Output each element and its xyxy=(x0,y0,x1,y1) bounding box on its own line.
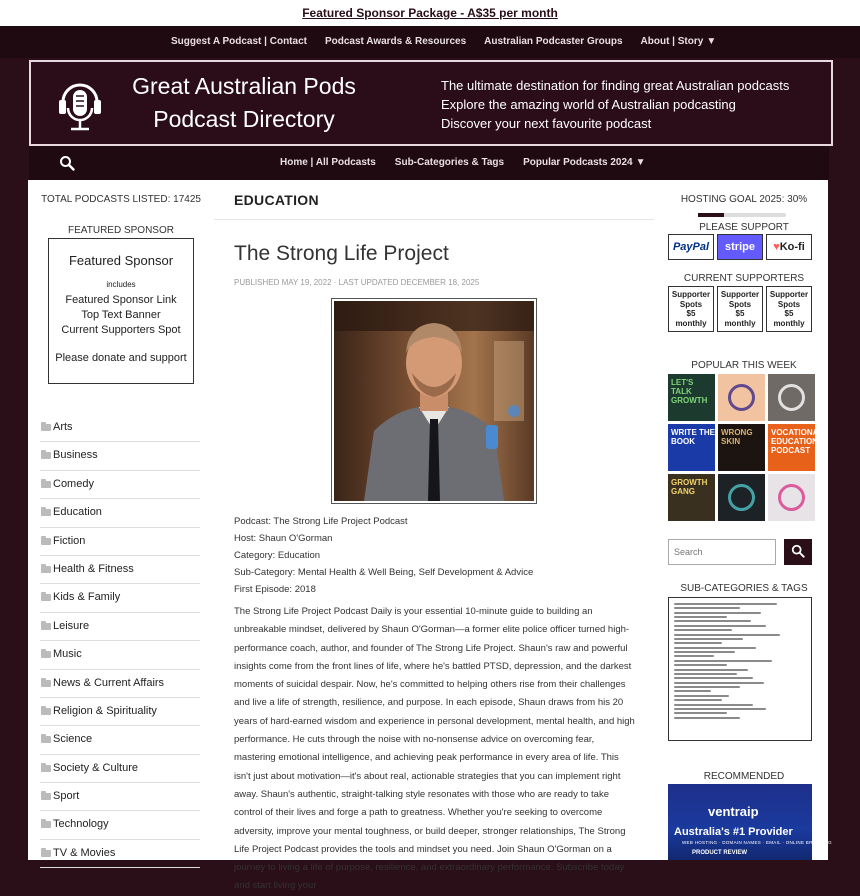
featured-line: Featured Sponsor Link xyxy=(65,294,177,306)
category-label: Comedy xyxy=(53,477,94,490)
tagline: The ultimate destination for finding great Australian podcasts xyxy=(441,78,790,93)
tag-line[interactable] xyxy=(674,612,761,614)
category-label: Arts xyxy=(53,421,73,433)
tagline: Explore the amazing world of Australian podcasting xyxy=(441,97,736,112)
tag-group xyxy=(674,660,806,666)
category-title: EDUCATION xyxy=(234,192,319,208)
category-item-kids-family[interactable] xyxy=(40,584,200,612)
podcast-info xyxy=(234,513,533,598)
nav-about-story[interactable] xyxy=(641,26,717,58)
tag-line[interactable] xyxy=(674,699,722,701)
folder-icon xyxy=(41,850,51,857)
chevron-down-icon: ▼ xyxy=(706,36,717,47)
coffee-cup-icon: ♥ xyxy=(773,241,780,253)
popular-tile-label: LET'S TALK GROWTH xyxy=(671,378,708,405)
popular-podcast-tile[interactable] xyxy=(668,424,715,471)
tag-group xyxy=(674,625,806,631)
category-label: Religion & Spirituality xyxy=(53,704,157,717)
popular-tile-label: VOCATIONAL EDUCATION PODCAST xyxy=(771,428,824,455)
podcast-artwork xyxy=(728,484,755,511)
category-label: Technology xyxy=(53,818,109,831)
secondary-nav xyxy=(29,146,829,180)
post-meta: PUBLISHED MAY 19, 2022 · LAST UPDATED DECEMBER 18, 2025 xyxy=(234,278,480,287)
category-label: Kids & Family xyxy=(53,591,121,604)
featured-sponsor-link[interactable]: Featured Sponsor Package - A$35 per month xyxy=(302,6,558,20)
featured-line: Top Text Banner xyxy=(81,309,161,321)
supporter-line: Spots xyxy=(679,299,703,309)
category-label: TV & Movies xyxy=(53,846,116,859)
tag-group xyxy=(674,634,806,644)
category-label: Education xyxy=(53,506,102,519)
tag-group xyxy=(674,647,806,657)
nav-popular-label: Popular Podcasts 2024 xyxy=(523,157,633,168)
folder-icon xyxy=(41,594,51,601)
featured-line: Current Supporters Spot xyxy=(61,324,181,336)
tag-line[interactable] xyxy=(674,634,780,636)
popular-this-week-heading: POPULAR THIS WEEK xyxy=(691,360,797,371)
tag-line[interactable] xyxy=(674,690,711,692)
search-icon[interactable] xyxy=(59,155,75,171)
ad-brand: ventraip xyxy=(708,804,759,819)
folder-icon xyxy=(41,509,51,516)
supporter-line: $5 xyxy=(784,309,794,318)
category-label: Leisure xyxy=(53,619,90,632)
kofi-button[interactable] xyxy=(766,234,812,260)
site-header xyxy=(29,60,833,146)
category-label: Science xyxy=(53,733,93,746)
category-item-comedy[interactable] xyxy=(40,471,200,499)
total-podcasts-count: TOTAL PODCASTS LISTED: 17425 xyxy=(41,194,201,205)
tag-line[interactable] xyxy=(674,638,743,640)
tag-line[interactable] xyxy=(674,616,727,618)
folder-icon xyxy=(41,566,51,573)
podcast-artwork xyxy=(778,484,805,511)
supporter-line: Spots xyxy=(777,299,801,309)
page-content xyxy=(28,180,832,892)
kofi-label: Ko-fi xyxy=(779,241,805,253)
tag-line[interactable] xyxy=(674,664,727,666)
tag-line[interactable] xyxy=(674,620,751,622)
paypal-button[interactable]: PayPal xyxy=(668,234,714,260)
supporter-line: monthly xyxy=(724,318,756,328)
tag-line[interactable] xyxy=(674,717,740,719)
site-title[interactable] xyxy=(126,70,362,136)
tag-line[interactable] xyxy=(674,642,722,644)
featured-sponsor-title: Featured Sponsor xyxy=(68,253,174,268)
featured-includes: includes xyxy=(106,280,136,289)
category-label: Health & Fitness xyxy=(53,562,134,575)
folder-icon xyxy=(41,765,51,772)
tag-line[interactable] xyxy=(674,625,766,627)
folder-icon xyxy=(41,452,51,459)
category-item-tv-movies[interactable] xyxy=(40,840,200,868)
featured-sponsor-heading: FEATURED SPONSOR xyxy=(68,225,174,236)
supporter-line: Supporter xyxy=(720,290,760,299)
category-label: News & Current Affairs xyxy=(53,676,165,689)
recommended-heading: RECOMMENDED xyxy=(703,771,785,782)
popular-podcast-tile[interactable] xyxy=(668,374,715,421)
popular-podcasts-grid xyxy=(668,374,824,524)
nav-home-all-podcasts[interactable]: Home | All Podcasts xyxy=(280,157,376,168)
nav-popular-2024[interactable] xyxy=(523,146,645,180)
category-item-sport[interactable] xyxy=(40,783,200,811)
supporter-line: monthly xyxy=(675,318,707,328)
tag-line[interactable] xyxy=(674,655,714,657)
main-nav xyxy=(0,26,860,58)
tag-group xyxy=(674,612,806,622)
nav-subcategories-tags[interactable]: Sub-Categories & Tags xyxy=(394,157,505,168)
folder-icon xyxy=(41,424,51,431)
hosting-goal-fill xyxy=(698,213,724,217)
popular-podcast-tile[interactable] xyxy=(768,374,815,421)
folder-icon xyxy=(41,651,51,658)
podcast-microphone-icon[interactable] xyxy=(57,76,103,132)
category-item-leisure[interactable] xyxy=(40,613,200,641)
top-sponsor-bar xyxy=(0,0,860,26)
podcast-artwork xyxy=(728,384,755,411)
tag-line[interactable] xyxy=(674,651,735,653)
popular-podcast-tile[interactable] xyxy=(718,424,765,471)
folder-icon xyxy=(41,793,51,800)
category-item-science[interactable] xyxy=(40,726,200,754)
tag-line[interactable] xyxy=(674,647,756,649)
tag-line[interactable] xyxy=(674,629,732,631)
tag-line[interactable] xyxy=(674,712,727,714)
recommended-ad[interactable] xyxy=(668,784,832,860)
category-item-health-fitness[interactable] xyxy=(40,556,200,584)
popular-tile-label: WRITE THE BOOK xyxy=(671,428,715,446)
folder-icon xyxy=(41,708,51,715)
tag-group xyxy=(674,603,806,609)
featured-donate: Please donate and support xyxy=(55,352,187,364)
podcast-artwork xyxy=(778,384,805,411)
tag-line[interactable] xyxy=(674,695,729,697)
nav-about-label: About | Story xyxy=(640,36,704,47)
tag-line[interactable] xyxy=(674,607,740,609)
header-taglines xyxy=(441,76,789,133)
tag-line[interactable] xyxy=(674,603,777,605)
info-podcast: Podcast: The Strong Life Project Podcast xyxy=(234,516,408,527)
folder-icon xyxy=(41,538,51,545)
popular-podcast-tile[interactable] xyxy=(768,474,815,521)
search-button[interactable] xyxy=(784,539,812,565)
category-item-arts[interactable] xyxy=(40,414,200,442)
category-label: Society & Culture xyxy=(53,761,138,774)
tag-line[interactable] xyxy=(674,682,764,684)
category-item-business[interactable] xyxy=(40,442,200,470)
category-label: Fiction xyxy=(53,534,86,547)
popular-tile-label: WRONG SKIN xyxy=(721,428,753,446)
search-icon xyxy=(791,544,805,558)
tag-line[interactable] xyxy=(674,708,766,710)
stripe-button[interactable]: stripe xyxy=(717,234,763,260)
current-supporters-heading: CURRENT SUPPORTERS xyxy=(683,273,805,284)
category-label: Sport xyxy=(53,790,80,803)
subcategories-tags-heading: SUB-CATEGORIES & TAGS xyxy=(680,583,808,594)
category-list xyxy=(40,414,200,868)
hosting-goal-progress xyxy=(698,213,786,217)
supporter-line: monthly xyxy=(773,318,805,328)
search-input[interactable] xyxy=(668,539,776,565)
supporter-spot[interactable] xyxy=(766,286,812,332)
nav-awards-resources[interactable]: Podcast Awards & Resources xyxy=(324,36,467,47)
please-support-heading: PLEASE SUPPORT xyxy=(699,222,789,233)
category-item-education[interactable] xyxy=(40,499,200,527)
tag-group xyxy=(674,669,806,679)
supporter-line: $5 xyxy=(686,309,696,318)
tag-line[interactable] xyxy=(674,704,753,706)
supporter-line: $5 xyxy=(735,309,745,318)
ad-headline: Australia's #1 Provider xyxy=(674,826,793,838)
featured-sponsor-box[interactable] xyxy=(48,238,194,384)
info-subcategory: Sub-Category: Mental Health & Well Being, Self Development & Advice xyxy=(234,567,534,578)
tag-group xyxy=(674,682,806,692)
popular-podcast-tile[interactable] xyxy=(718,374,765,421)
post-title[interactable]: The Strong Life Project xyxy=(234,242,449,265)
category-item-news[interactable] xyxy=(40,670,200,698)
supporter-line: Supporter xyxy=(671,290,711,299)
info-category: Category: Education xyxy=(234,550,321,561)
supporter-line: Spots xyxy=(728,299,752,309)
popular-tile-label: GROWTH GANG xyxy=(671,478,708,496)
tagline: Discover your next favourite podcast xyxy=(441,116,652,131)
info-host: Host: Shaun O'Gorman xyxy=(234,533,333,544)
category-label: Music xyxy=(53,648,82,661)
podcast-host-photo xyxy=(331,298,537,504)
folder-icon xyxy=(41,736,51,743)
category-item-society-culture[interactable] xyxy=(40,755,200,783)
tag-line[interactable] xyxy=(674,660,772,662)
supporter-line: Supporter xyxy=(769,290,809,299)
tag-group xyxy=(674,695,806,701)
category-item-fiction[interactable] xyxy=(40,528,200,556)
nav-suggest-contact[interactable]: Suggest A Podcast | Contact xyxy=(171,36,307,47)
popular-podcast-tile[interactable] xyxy=(768,424,824,471)
folder-icon xyxy=(41,481,51,488)
category-label: Business xyxy=(53,449,98,462)
ad-subtext: WEB HOSTING · DOMAIN NAMES · EMAIL · ONLINE BRANDING xyxy=(682,840,832,845)
folder-icon xyxy=(41,821,51,828)
tag-line[interactable] xyxy=(674,673,737,675)
tag-line[interactable] xyxy=(674,686,740,688)
host-photo-illustration xyxy=(334,301,534,501)
popular-podcast-tile[interactable] xyxy=(668,474,715,521)
site-title-line2: Podcast Directory xyxy=(153,106,335,132)
category-item-religion[interactable] xyxy=(40,698,200,726)
ad-badge: PRODUCT REVIEW xyxy=(692,850,748,856)
hosting-goal-label: HOSTING GOAL 2025: 30% xyxy=(680,194,808,205)
folder-icon xyxy=(41,623,51,630)
tag-group xyxy=(674,717,806,719)
nav-podcaster-groups[interactable]: Australian Podcaster Groups xyxy=(484,36,623,47)
podcast-description: The Strong Life Project Podcast Daily is your essential 10-minute guide to building an unbreakable mindset, delivered by Shaun O'Gorman—a former elite police officer turned high-performance coach, author, and founder of The Strong Life Project. Shaun's raw and powerful insights come from the front lines of life, where he's battled PTSD, depression, and the darkest moments of suicidal despair. Now, he's committed to helping others rise from their challenges and live a life of strength, resilience, and purpose. In each episode, Shaun draws from his 20 years of hard-earned wisdom and experience in personal development, mental health, and high performance. He cuts through the noise with no-nonsense advice on overcoming fear, mastering emotional intelligence, and achieving peak performance in every area of life. This isn't just about motivation—it's about real, actionable strategies that you can implement right away. Shaun's authentic, straight-talking style resonates with those who are ready to take control of their lives and forge a path to greatness. Whether you're seeking to overcome adversity, improve your mental toughness, or build deeper, stronger relationships, The Strong Life Project Podcast provides the tools and mindset you need. Join Shaun O'Gorman on a journey to living a life of purpose, resilience, and extraordinary performance. Subscribe today and start living your xyxy=(234,606,635,892)
tag-group xyxy=(674,704,806,714)
folder-icon xyxy=(41,680,51,687)
divider xyxy=(214,219,654,220)
category-item-technology[interactable] xyxy=(40,811,200,839)
info-first-episode: First Episode: 2018 xyxy=(234,584,316,595)
chevron-down-icon: ▼ xyxy=(635,157,646,168)
supporter-spot[interactable] xyxy=(717,286,763,332)
tag-line[interactable] xyxy=(674,669,748,671)
supporter-spot[interactable] xyxy=(668,286,714,332)
category-item-music[interactable] xyxy=(40,641,200,669)
popular-podcast-tile[interactable] xyxy=(718,474,765,521)
site-title-line1: Great Australian Pods xyxy=(132,73,356,99)
tag-line[interactable] xyxy=(674,677,753,679)
tags-cloud[interactable] xyxy=(668,597,812,741)
